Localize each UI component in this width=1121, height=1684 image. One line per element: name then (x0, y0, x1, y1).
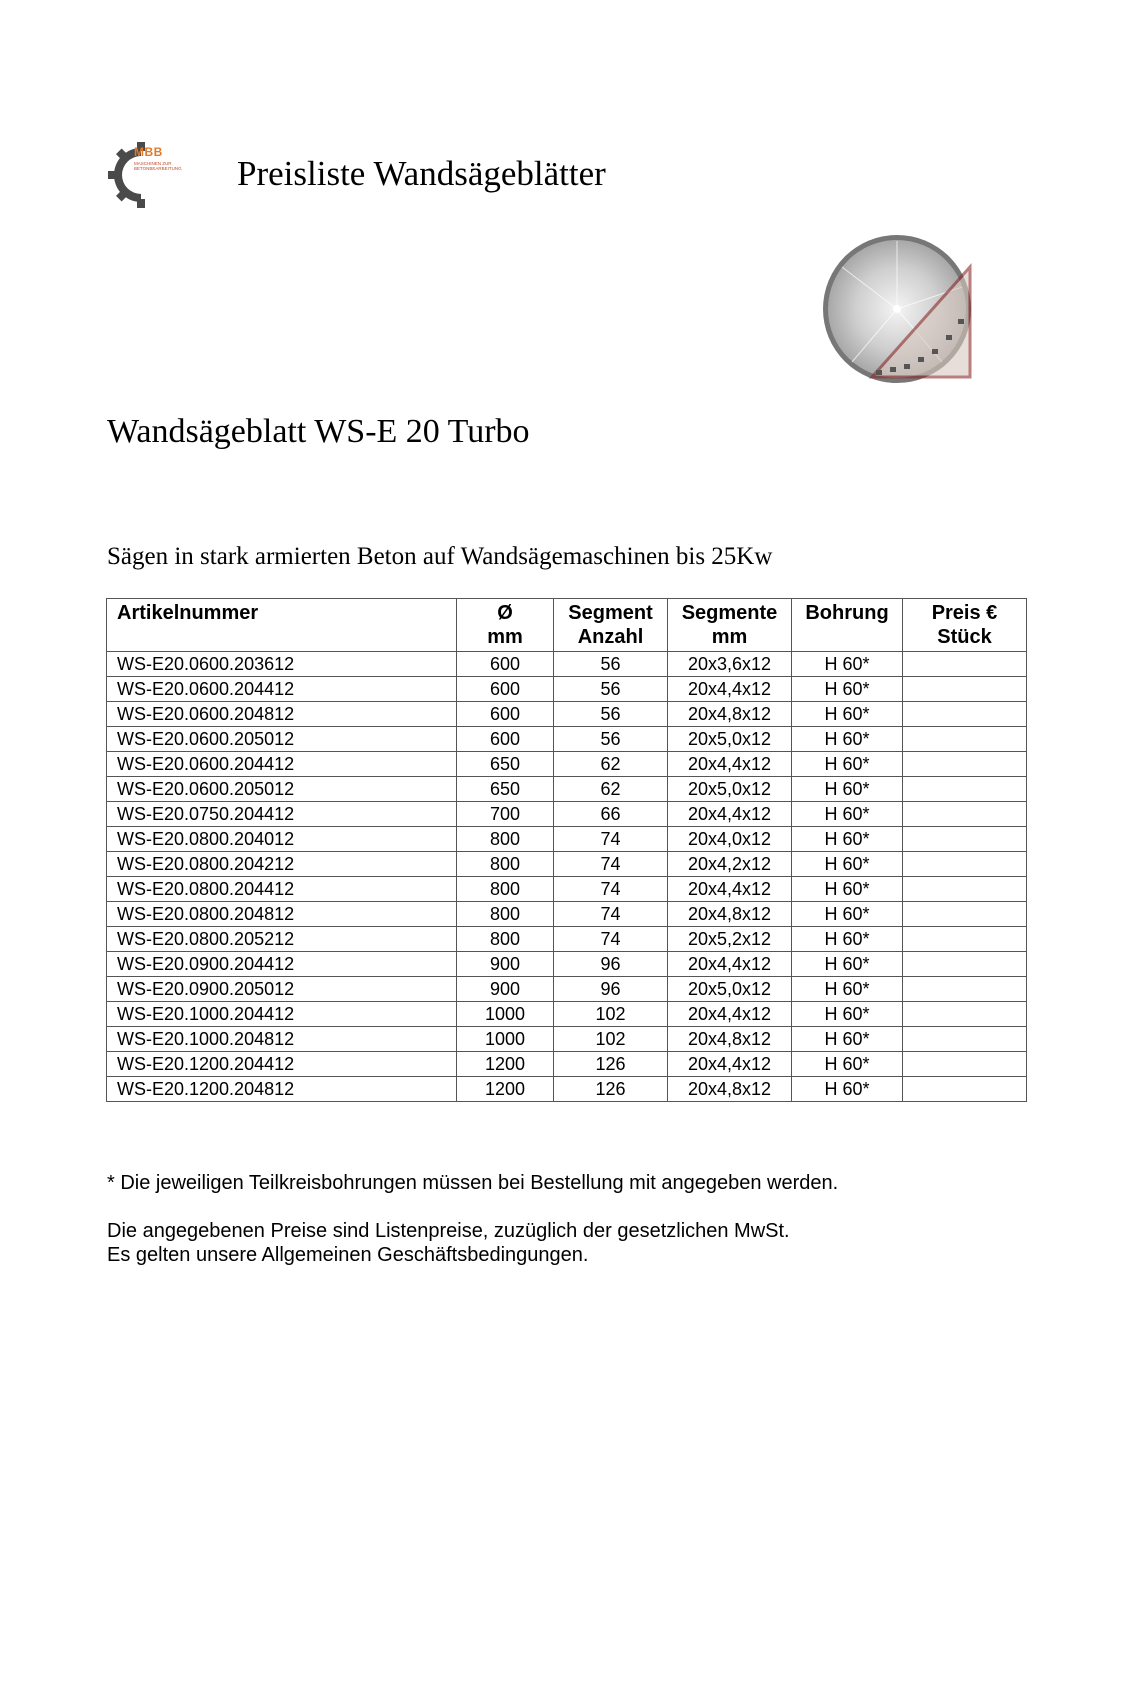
cell-diameter: 1200 (457, 1077, 554, 1102)
cell-segment-size: 20x4,8x12 (668, 702, 792, 727)
cell-price (903, 952, 1027, 977)
logo-tagline: MASCHINEN ZUR BETONBEARBEITUNG (134, 161, 182, 171)
cell-segment-count: 126 (554, 1052, 668, 1077)
cell-bore: H 60* (792, 752, 903, 777)
header-diameter: Ø mm (457, 599, 554, 652)
cell-segment-size: 20x4,8x12 (668, 1027, 792, 1052)
cell-segment-count: 74 (554, 877, 668, 902)
cell-article: WS-E20.0600.205012 (107, 727, 457, 752)
cell-price (903, 652, 1027, 677)
cell-price (903, 977, 1027, 1002)
cell-diameter: 900 (457, 977, 554, 1002)
logo-brand: MBB (134, 145, 163, 159)
cell-segment-size: 20x4,4x12 (668, 752, 792, 777)
cell-article: WS-E20.1000.204412 (107, 1002, 457, 1027)
header-article: Artikelnummer (107, 599, 457, 652)
cell-segment-size: 20x5,0x12 (668, 727, 792, 752)
header-segment-size: Segmente mm (668, 599, 792, 652)
table-row (107, 1002, 1027, 1027)
table-row (107, 877, 1027, 902)
cell-bore: H 60* (792, 1002, 903, 1027)
cell-bore: H 60* (792, 877, 903, 902)
table-row (107, 927, 1027, 952)
cell-article: WS-E20.0600.205012 (107, 777, 457, 802)
cell-bore: H 60* (792, 902, 903, 927)
cell-bore: H 60* (792, 677, 903, 702)
table-header-row (107, 599, 1027, 652)
table-row (107, 777, 1027, 802)
cell-diameter: 650 (457, 752, 554, 777)
cell-price (903, 1077, 1027, 1102)
cell-segment-size: 20x3,6x12 (668, 652, 792, 677)
cell-price (903, 927, 1027, 952)
cell-segment-count: 96 (554, 977, 668, 1002)
cell-bore: H 60* (792, 652, 903, 677)
cell-diameter: 600 (457, 702, 554, 727)
cell-segment-count: 74 (554, 827, 668, 852)
cell-bore: H 60* (792, 702, 903, 727)
cell-article: WS-E20.0900.205012 (107, 977, 457, 1002)
cell-bore: H 60* (792, 1077, 903, 1102)
cell-segment-size: 20x4,4x12 (668, 802, 792, 827)
table-row (107, 827, 1027, 852)
price-table (106, 598, 1027, 1102)
cell-diameter: 800 (457, 902, 554, 927)
table-row (107, 952, 1027, 977)
cell-article: WS-E20.1200.204412 (107, 1052, 457, 1077)
cell-article: WS-E20.0600.203612 (107, 652, 457, 677)
table-body (107, 652, 1027, 1102)
cell-diameter: 600 (457, 677, 554, 702)
table-row (107, 1052, 1027, 1077)
cell-bore: H 60* (792, 1052, 903, 1077)
cell-segment-count: 74 (554, 902, 668, 927)
cell-article: WS-E20.0900.204412 (107, 952, 457, 977)
cell-diameter: 800 (457, 827, 554, 852)
cell-bore: H 60* (792, 777, 903, 802)
cell-segment-size: 20x4,4x12 (668, 677, 792, 702)
table-row (107, 677, 1027, 702)
cell-bore: H 60* (792, 1027, 903, 1052)
cell-diameter: 600 (457, 652, 554, 677)
cell-article: WS-E20.0600.204412 (107, 677, 457, 702)
table-row (107, 752, 1027, 777)
product-subtitle: Sägen in stark armierten Beton auf Wandsägemaschinen bis 25Kw (107, 543, 773, 570)
cell-segment-count: 74 (554, 927, 668, 952)
cell-article: WS-E20.0800.204412 (107, 877, 457, 902)
cell-segment-size: 20x5,2x12 (668, 927, 792, 952)
cell-diameter: 1000 (457, 1002, 554, 1027)
cell-diameter: 800 (457, 927, 554, 952)
product-title: Wandsägeblatt WS-E 20 Turbo (107, 413, 530, 450)
cell-segment-size: 20x4,8x12 (668, 902, 792, 927)
saw-blade-image (812, 227, 982, 387)
cell-bore: H 60* (792, 952, 903, 977)
cell-price (903, 877, 1027, 902)
cell-article: WS-E20.0750.204412 (107, 802, 457, 827)
cell-segment-count: 56 (554, 702, 668, 727)
table-row (107, 802, 1027, 827)
cell-segment-size: 20x4,4x12 (668, 877, 792, 902)
cell-bore: H 60* (792, 802, 903, 827)
cell-price (903, 777, 1027, 802)
cell-bore: H 60* (792, 977, 903, 1002)
cell-diameter: 1200 (457, 1052, 554, 1077)
cell-article: WS-E20.0800.204212 (107, 852, 457, 877)
table-row (107, 1027, 1027, 1052)
cell-segment-size: 20x5,0x12 (668, 977, 792, 1002)
cell-bore: H 60* (792, 827, 903, 852)
cell-segment-size: 20x5,0x12 (668, 777, 792, 802)
cell-price (903, 802, 1027, 827)
cell-diameter: 650 (457, 777, 554, 802)
cell-segment-count: 102 (554, 1027, 668, 1052)
table-row (107, 652, 1027, 677)
cell-segment-size: 20x4,8x12 (668, 1077, 792, 1102)
cell-diameter: 800 (457, 852, 554, 877)
cell-segment-count: 126 (554, 1077, 668, 1102)
cell-price (903, 1052, 1027, 1077)
cell-segment-count: 56 (554, 677, 668, 702)
cell-price (903, 1002, 1027, 1027)
cell-segment-size: 20x4,4x12 (668, 1002, 792, 1027)
cell-price (903, 752, 1027, 777)
cell-segment-size: 20x4,2x12 (668, 852, 792, 877)
cell-segment-size: 20x4,4x12 (668, 952, 792, 977)
table-row (107, 902, 1027, 927)
header-bore: Bohrung (792, 599, 903, 652)
header-segment-count: Segment Anzahl (554, 599, 668, 652)
header-price: Preis € Stück (903, 599, 1027, 652)
cell-segment-count: 96 (554, 952, 668, 977)
cell-article: WS-E20.0600.204412 (107, 752, 457, 777)
cell-diameter: 1000 (457, 1027, 554, 1052)
cell-article: WS-E20.1200.204812 (107, 1077, 457, 1102)
cell-price (903, 827, 1027, 852)
table-row (107, 702, 1027, 727)
cell-article: WS-E20.0600.204812 (107, 702, 457, 727)
cell-price (903, 677, 1027, 702)
cell-article: WS-E20.0800.205212 (107, 927, 457, 952)
terms-note: Es gelten unsere Allgemeinen Geschäftsbedingungen. (107, 1244, 589, 1266)
table-row (107, 852, 1027, 877)
cell-segment-count: 62 (554, 752, 668, 777)
cell-price (903, 902, 1027, 927)
cell-price (903, 702, 1027, 727)
cell-segment-size: 20x4,0x12 (668, 827, 792, 852)
bore-note: * Die jeweiligen Teilkreisbohrungen müssen bei Bestellung mit angegeben werden. (107, 1172, 839, 1194)
cell-article: WS-E20.0800.204012 (107, 827, 457, 852)
cell-diameter: 600 (457, 727, 554, 752)
cell-segment-size: 20x4,4x12 (668, 1052, 792, 1077)
cell-segment-count: 66 (554, 802, 668, 827)
cell-diameter: 900 (457, 952, 554, 977)
cell-segment-count: 62 (554, 777, 668, 802)
cell-bore: H 60* (792, 927, 903, 952)
table-row (107, 977, 1027, 1002)
cell-price (903, 852, 1027, 877)
cell-bore: H 60* (792, 852, 903, 877)
cell-segment-count: 56 (554, 652, 668, 677)
cell-price (903, 1027, 1027, 1052)
cell-bore: H 60* (792, 727, 903, 752)
page-title: Preisliste Wandsägeblätter (237, 154, 606, 193)
cell-price (903, 727, 1027, 752)
table-row (107, 1077, 1027, 1102)
cell-diameter: 700 (457, 802, 554, 827)
company-logo (108, 142, 208, 208)
cell-segment-count: 102 (554, 1002, 668, 1027)
cell-diameter: 800 (457, 877, 554, 902)
table-row (107, 727, 1027, 752)
cell-segment-count: 56 (554, 727, 668, 752)
cell-article: WS-E20.0800.204812 (107, 902, 457, 927)
cell-article: WS-E20.1000.204812 (107, 1027, 457, 1052)
price-note: Die angegebenen Preise sind Listenpreise, zuzüglich der gesetzlichen MwSt. (107, 1220, 790, 1242)
cell-segment-count: 74 (554, 852, 668, 877)
